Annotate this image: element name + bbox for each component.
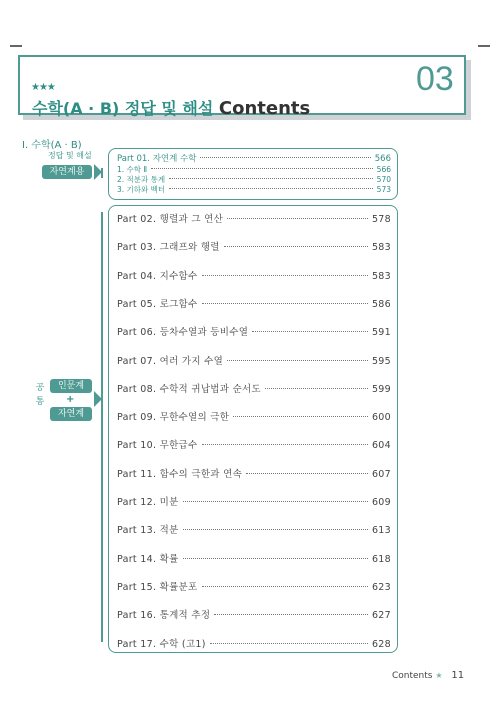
toc-row-page: 627	[371, 610, 391, 622]
toc-row[interactable]: 2. 적분과 통계 570	[117, 175, 391, 184]
natural2-tag: 자연계	[50, 407, 92, 421]
toc-row[interactable]: 3. 기하와 벡터 573	[117, 185, 391, 194]
toc-row-label: Part 17. 수학 (고1)	[117, 638, 206, 650]
toc-leader-dots	[227, 360, 368, 361]
toc-row[interactable]	[117, 268, 391, 282]
plus-sign: +	[66, 394, 75, 405]
toc-row-label: Part 04. 지수함수	[117, 270, 198, 282]
toc-row-label: Part 12. 미분	[117, 497, 179, 508]
toc-row-label: Part 07. 여러 가지 수열	[117, 355, 224, 367]
toc-row-label: Part 15. 확률분포	[117, 581, 198, 593]
toc-row-label: Part 03. 그래프와 행렬	[117, 242, 220, 254]
toc-row[interactable]	[117, 211, 391, 225]
toc-row[interactable]	[117, 466, 391, 480]
header-stars: ★★★	[31, 82, 55, 93]
toc-row[interactable]: Part 01. 자연계 수학 566	[117, 154, 391, 164]
toc-leader-dots	[183, 501, 368, 502]
page-title	[32, 96, 310, 119]
toc-row-label: Part 09. 무한수열의 극한	[117, 412, 230, 424]
toc-row-page: 623	[371, 581, 391, 593]
toc-leader-dots	[227, 218, 368, 219]
connector-line-2	[101, 212, 103, 642]
toc-row-label: Part 05. 로그함수	[117, 298, 198, 310]
toc-leader-dots	[183, 529, 368, 530]
toc-row[interactable]	[117, 494, 391, 508]
chapter-number: 03	[416, 60, 454, 98]
footer-star-icon: ★	[435, 671, 443, 680]
toc-row-label: Part 13. 적분	[117, 525, 179, 537]
toc-leader-dots	[246, 473, 368, 474]
section-subtitle: 정답 및 해설	[48, 151, 92, 160]
toc-leader-dots	[210, 643, 368, 644]
toc-row[interactable]	[117, 353, 391, 367]
toc-row[interactable]	[117, 296, 391, 310]
title-english: Contents	[218, 98, 311, 119]
toc-row-page: 607	[371, 468, 391, 480]
toc-leader-dots	[202, 444, 368, 445]
natural-tag: 자연계용	[42, 165, 92, 179]
toc-row-label: Part 06. 등차수열과 등비수열	[117, 327, 249, 339]
toc-leader-dots	[202, 303, 368, 304]
section-title: I. 수학(A · B)	[22, 140, 82, 151]
toc-row-page: 591	[371, 327, 391, 339]
toc-row-label: Part 02. 행렬과 그 연산	[117, 214, 224, 225]
footer-label: Contents	[392, 671, 433, 681]
toc-leader-dots	[224, 246, 368, 247]
toc-leader-dots	[202, 586, 368, 587]
toc-row-page: 583	[371, 270, 391, 282]
toc-row[interactable]	[117, 636, 391, 650]
toc-leader-dots	[183, 558, 368, 559]
toc-row-page: 613	[371, 525, 391, 537]
toc-row-page: 618	[371, 553, 391, 565]
toc-row-label: Part 08. 수학적 귀납법과 순서도	[117, 383, 262, 395]
toc-row[interactable]	[117, 239, 391, 253]
toc-row-page: 599	[371, 383, 391, 395]
toc-row[interactable]	[117, 522, 391, 536]
toc-row-page: 583	[371, 242, 391, 254]
toc-row-page: 600	[371, 412, 391, 424]
page-number: 11	[451, 670, 465, 681]
toc-row[interactable]	[117, 324, 391, 338]
crop-mark-left	[10, 45, 22, 47]
common-vertical-label	[35, 381, 45, 409]
toc-row-page: 586	[371, 298, 391, 310]
common-char-1: 공	[35, 383, 45, 393]
crop-mark-right	[478, 45, 490, 47]
toc-row-page: 628	[371, 638, 391, 650]
toc-row[interactable]	[117, 437, 391, 451]
toc-row-page: 604	[371, 440, 391, 452]
toc-leader-dots	[233, 416, 368, 417]
toc-row[interactable]: 1. 수학 Ⅱ 566	[117, 165, 391, 174]
common-char-2: 통	[35, 397, 45, 407]
toc-leader-dots	[202, 275, 368, 276]
toc-row[interactable]	[117, 607, 391, 621]
page-footer	[392, 670, 464, 681]
toc-row[interactable]	[117, 381, 391, 395]
toc-row-page: 578	[371, 214, 391, 225]
toc-leader-dots	[265, 388, 368, 389]
toc-leader-dots	[252, 331, 368, 332]
toc-row-page: 595	[371, 355, 391, 367]
toc-row-label: Part 10. 무한급수	[117, 440, 198, 452]
title-korean: 수학(A · B) 정답 및 해설	[32, 99, 214, 118]
toc-row[interactable]	[117, 551, 391, 565]
humanities-tag: 인문계	[50, 379, 92, 393]
toc-row-label: Part 14. 확률	[117, 553, 179, 565]
connector-line-1	[101, 168, 103, 178]
toc-row-label: Part 11. 함수의 극한과 연속	[117, 468, 243, 480]
toc-row-page: 609	[371, 497, 391, 508]
toc-row-label: Part 16. 통계적 추정	[117, 610, 211, 622]
toc-row[interactable]	[117, 409, 391, 423]
toc-row[interactable]	[117, 579, 391, 593]
toc-leader-dots	[214, 614, 368, 615]
